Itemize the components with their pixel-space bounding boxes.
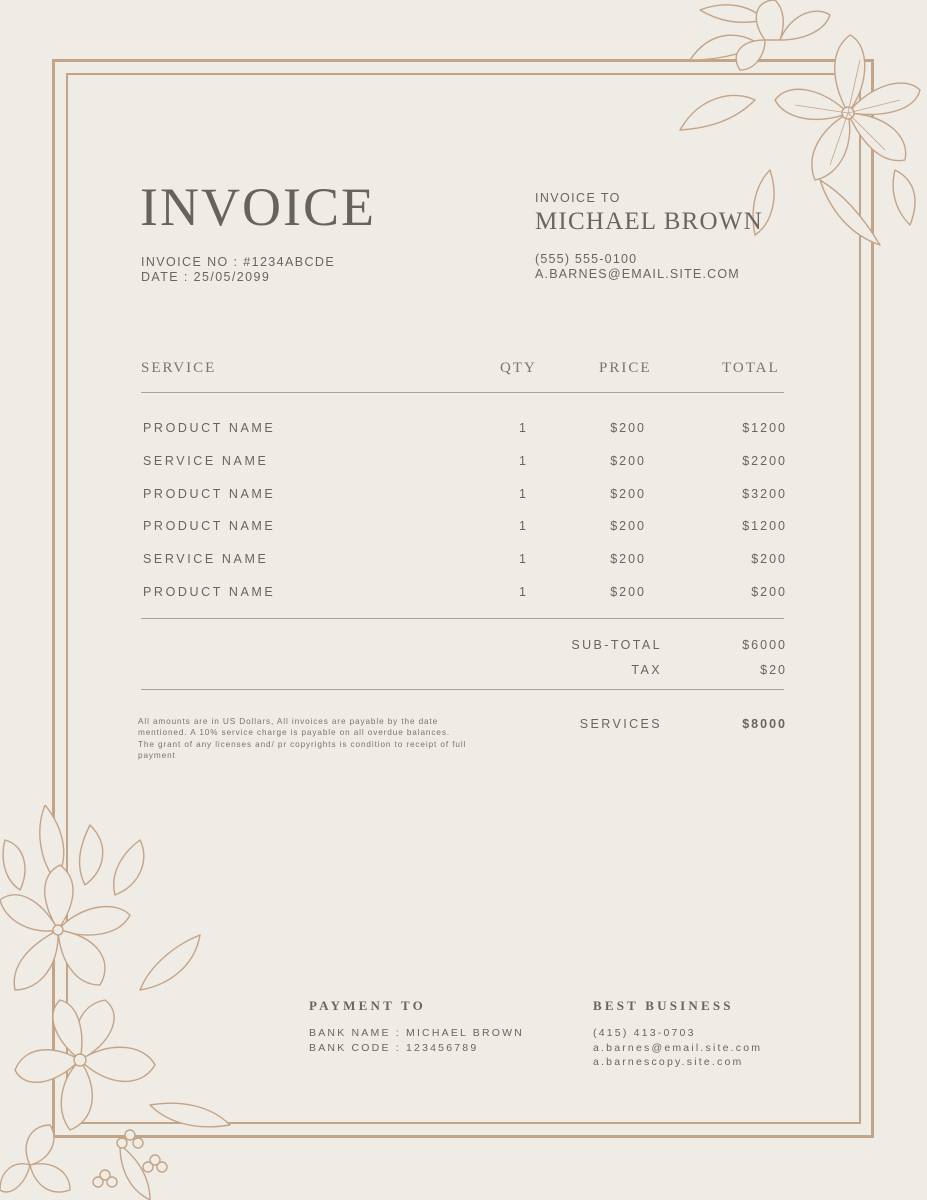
- row-price: $200: [610, 421, 646, 435]
- column-header-service: SERVICE: [141, 360, 217, 376]
- row-price: $200: [610, 519, 646, 533]
- header-divider: [141, 392, 784, 393]
- rows-divider: [141, 618, 784, 619]
- row-price: $200: [610, 552, 646, 566]
- row-price: $200: [610, 454, 646, 468]
- subtotal-label: SUB-TOTAL: [571, 638, 662, 652]
- row-item-name: PRODUCT NAME: [143, 421, 276, 435]
- column-header-price: PRICE: [599, 360, 652, 376]
- tax-value: $20: [760, 663, 787, 677]
- row-qty: 1: [519, 519, 528, 533]
- tax-label: TAX: [631, 663, 662, 677]
- row-item-name: PRODUCT NAME: [143, 487, 276, 501]
- row-total: $3200: [742, 487, 787, 501]
- invoice-number: INVOICE NO : #1234ABCDE: [141, 255, 336, 269]
- row-qty: 1: [519, 487, 528, 501]
- row-total: $1200: [742, 519, 787, 533]
- row-qty: 1: [519, 552, 528, 566]
- terms-note: All amounts are in US Dollars, All invoices are payable by the date mentioned. A 10% service charge is payable on all overdue balances. The grant of any licenses and/ pr copyrights is condition to receipt of full payment: [138, 717, 467, 760]
- business-phone: (415) 413-0703: [593, 1027, 696, 1039]
- row-item-name: PRODUCT NAME: [143, 585, 276, 599]
- subtotal-value: $6000: [742, 638, 787, 652]
- services-total-label: SERVICES: [579, 717, 662, 731]
- row-total: $200: [751, 585, 787, 599]
- invoice-date: DATE : 25/05/2099: [141, 270, 271, 284]
- row-item-name: SERVICE NAME: [143, 454, 269, 468]
- client-phone: (555) 555-0100: [535, 252, 638, 266]
- business-website: a.barnescopy.site.com: [593, 1056, 744, 1068]
- row-qty: 1: [519, 585, 528, 599]
- bank-name: BANK NAME : MICHAEL BROWN: [309, 1027, 525, 1039]
- column-header-total: TOTAL: [722, 360, 780, 376]
- row-qty: 1: [519, 421, 528, 435]
- column-header-qty: QTY: [500, 360, 537, 376]
- row-price: $200: [610, 487, 646, 501]
- row-total: $1200: [742, 421, 787, 435]
- row-price: $200: [610, 585, 646, 599]
- business-heading: BEST BUSINESS: [593, 998, 734, 1013]
- invoice-title: INVOICE: [140, 177, 376, 237]
- row-total: $2200: [742, 454, 787, 468]
- bank-code: BANK CODE : 123456789: [309, 1042, 479, 1054]
- invoice-to-label: INVOICE TO: [535, 191, 621, 205]
- client-name: MICHAEL BROWN: [535, 208, 763, 235]
- summary-divider: [141, 689, 784, 690]
- business-email: a.barnes@email.site.com: [593, 1042, 763, 1054]
- row-qty: 1: [519, 454, 528, 468]
- floral-decoration-bottom-left: [0, 805, 240, 1200]
- row-item-name: SERVICE NAME: [143, 552, 269, 566]
- row-total: $200: [751, 552, 787, 566]
- row-item-name: PRODUCT NAME: [143, 519, 276, 533]
- payment-heading: PAYMENT TO: [309, 998, 426, 1013]
- services-total-value: $8000: [742, 717, 787, 731]
- client-email: A.BARNES@EMAIL.SITE.COM: [535, 267, 740, 281]
